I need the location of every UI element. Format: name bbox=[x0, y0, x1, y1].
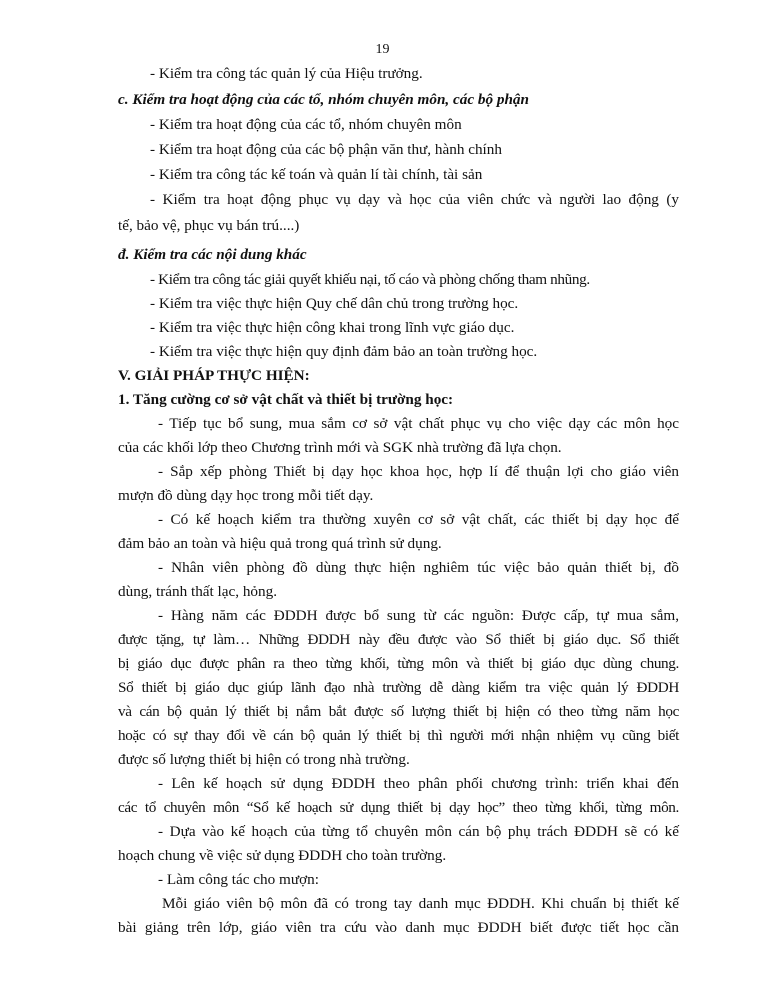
section-heading: đ. Kiểm tra các nội dung khác bbox=[118, 246, 307, 263]
text-line: Sổ thiết bị giáo dục giúp lãnh đạo nhà trường dễ dàng kiểm tra việc quản lý ĐDDH bbox=[118, 679, 679, 696]
text-line: - Sắp xếp phòng Thiết bị dạy học khoa học, hợp lí để thuận lợi cho giáo viên bbox=[158, 463, 679, 480]
text-line: đảm bảo an toàn và hiệu quả trong quá trình sử dụng. bbox=[118, 535, 442, 552]
text-line: - Kiểm tra công tác kế toán và quản lí tài chính, tài sản bbox=[150, 166, 483, 183]
section-heading: c. Kiểm tra hoạt động của các tổ, nhóm chuyên môn, các bộ phận bbox=[118, 91, 529, 108]
text-line: - Kiểm tra hoạt động của các bộ phận văn thư, hành chính bbox=[150, 141, 502, 158]
text-line: dùng, tránh thất lạc, hỏng. bbox=[118, 583, 278, 600]
text-line: - Kiểm tra hoạt động phục vụ dạy và học của viên chức và người lao động (y bbox=[150, 191, 679, 208]
text-line: - Kiểm tra việc thực hiện quy định đảm bảo an toàn trường học. bbox=[150, 343, 538, 360]
page-number: 19 bbox=[375, 42, 390, 57]
text-line: Mỗi giáo viên bộ môn đã có trong tay danh mục ĐDDH. Khi chuẩn bị thiết kế bbox=[162, 895, 679, 912]
text-line: hoạch chung về việc sử dụng ĐDDH cho toàn trường. bbox=[118, 847, 447, 864]
text-line: các tổ chuyên môn “Sổ kế hoạch sử dụng thiết bị dạy học” theo từng khối, từng môn. bbox=[118, 799, 679, 816]
text-line: được số lượng thiết bị hiện có trong nhà trường. bbox=[118, 751, 410, 768]
text-line: - Nhân viên phòng đồ dùng thực hiện nghiêm túc việc bảo quản thiết bị, đồ bbox=[158, 559, 679, 576]
text-line: - Kiểm tra công tác giải quyết khiếu nại, tố cáo và phòng chống tham nhũng. bbox=[150, 271, 590, 288]
text-line: mượn đồ dùng dạy học trong mỗi tiết dạy. bbox=[118, 487, 374, 504]
subsection-heading: 1. Tăng cường cơ sở vật chất và thiết bị trường học: bbox=[118, 391, 454, 408]
text-line: - Có kế hoạch kiểm tra thường xuyên cơ sở vật chất, các thiết bị dạy học để bbox=[158, 511, 679, 528]
text-line: - Dựa vào kế hoạch của từng tổ chuyên môn cán bộ phụ trách ĐDDH sẽ có kế bbox=[158, 823, 679, 840]
text-line: của các khối lớp theo Chương trình mới và SGK nhà trường đã lựa chọn. bbox=[118, 439, 562, 456]
text-line: - Kiểm tra việc thực hiện công khai trong lĩnh vực giáo dục. bbox=[150, 319, 515, 336]
text-line: - Hàng năm các ĐDDH được bổ sung từ các nguồn: Được cấp, tự mua sắm, bbox=[158, 607, 679, 624]
text-line: bài giảng trên lớp, giáo viên tra cứu vào danh mục ĐDDH biết được tiết học cần bbox=[118, 919, 679, 936]
text-line: - Làm công tác cho mượn: bbox=[158, 871, 319, 888]
text-line: - Tiếp tục bổ sung, mua sắm cơ sở vật chất phục vụ cho việc dạy các môn học bbox=[158, 415, 679, 432]
section-heading: V. GIẢI PHÁP THỰC HIỆN: bbox=[118, 367, 310, 384]
text-line: được tặng, tự làm… Những ĐDDH này đều được vào Sổ thiết bị giáo dục. Sổ thiết bbox=[118, 631, 679, 648]
text-line: - Lên kế hoạch sử dụng ĐDDH theo phân phối chương trình: triển khai đến bbox=[158, 775, 679, 792]
text-line: - Kiểm tra việc thực hiện Quy chế dân chủ trong trường học. bbox=[150, 295, 519, 312]
text-line: - Kiểm tra công tác quản lý của Hiệu trưởng. bbox=[150, 65, 423, 82]
text-line: tế, bảo vệ, phục vụ bán trú....) bbox=[118, 217, 300, 234]
text-line: hoặc có sự thay đổi về cán bộ quản lý thiết bị thì người mới nhận nhiệm vụ cũng biết bbox=[118, 727, 679, 744]
text-line: - Kiểm tra hoạt động của các tổ, nhóm chuyên môn bbox=[150, 116, 462, 133]
text-line: bị giáo dục được phân ra theo từng khối, từng môn và thiết bị giáo dục dùng chung. bbox=[118, 655, 679, 672]
text-line: và cán bộ quản lý thiết bị nắm bắt được số lượng thiết bị hiện có theo từng năm học bbox=[118, 703, 679, 720]
